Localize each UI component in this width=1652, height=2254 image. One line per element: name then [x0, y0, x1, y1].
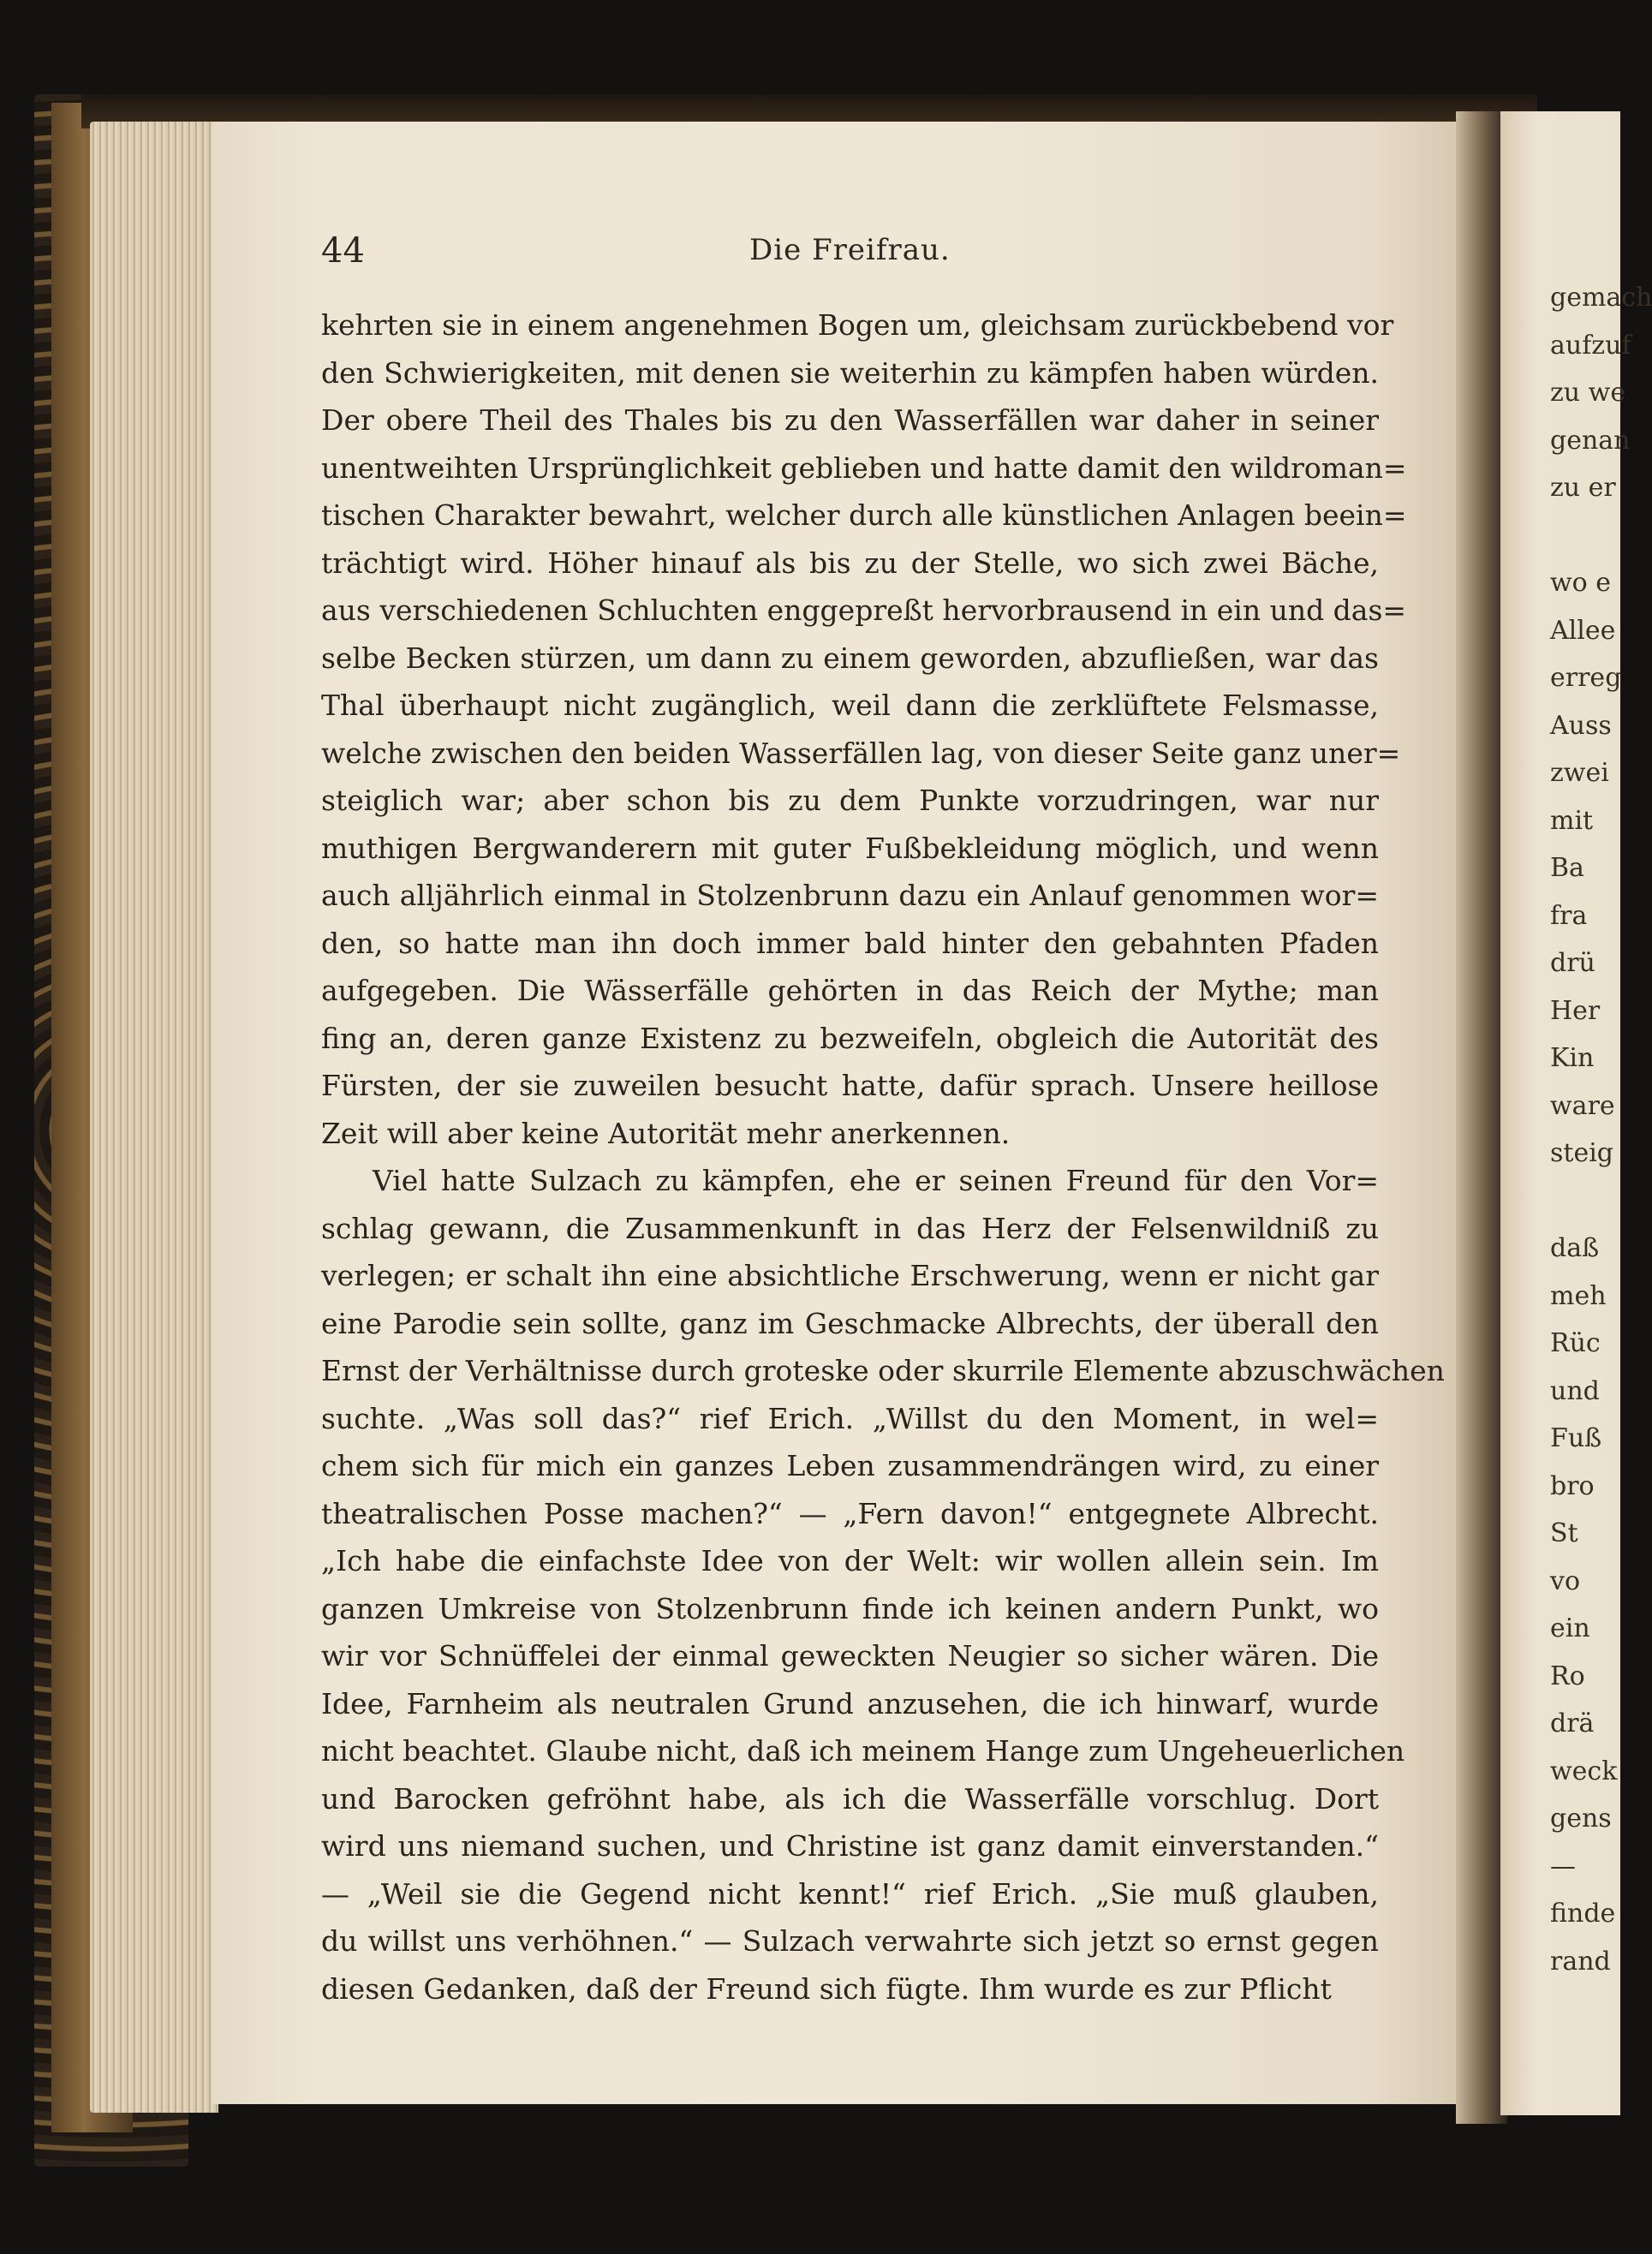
facing-text-fragment: wo e [1550, 568, 1612, 598]
text-line: Idee, Farnheim als neutralen Grund anzusehen, die ich hinwarf, wurde [321, 1686, 1379, 1720]
facing-text-fragment: mit [1550, 805, 1594, 836]
facing-text-fragment: St [1550, 1518, 1578, 1548]
text-line: Thal überhaupt nicht zugänglich, weil dann die zerklüftete Felsmasse, [321, 689, 1379, 722]
facing-text-fragment: ein [1550, 1613, 1590, 1643]
text-line: trächtigt wird. Höher hinauf als bis zu der Stelle, wo sich zwei Bäche, [321, 546, 1379, 580]
text-line: fing an, deren ganze Existenz zu bezweifeln, obgleich die Autorität des [321, 1021, 1379, 1055]
text-line: wir vor Schnüffelei der einmal geweckten Neugier so sicher wären. Die [321, 1639, 1379, 1673]
text-line: aus verschiedenen Schluchten enggepreßt hervorbrausend in ein und das= [321, 593, 1407, 627]
facing-text-fragment: Rüc [1550, 1328, 1601, 1358]
page-number: 44 [321, 231, 365, 271]
text-line: theatralischen Posse machen?“ — „Fern davon!“ entgegnete Albrecht. [321, 1496, 1379, 1530]
facing-text-fragment: meh [1550, 1280, 1607, 1311]
facing-text-fragment: aufzuf [1550, 330, 1631, 361]
text-line: suchte. „Was soll das?“ rief Erich. „Willst du den Moment, in wel= [321, 1401, 1379, 1435]
text-line: ganzen Umkreise von Stolzenbrunn finde ich keinen andern Punkt, wo [321, 1591, 1379, 1625]
text-line: „Ich habe die einfachste Idee von der Welt: wir wollen allein sein. Im [321, 1544, 1379, 1577]
text-line: schlag gewann, die Zusammenkunft in das Herz der Felsenwildniß zu [321, 1211, 1379, 1245]
facing-text-fragment: finde [1550, 1899, 1616, 1929]
facing-text-fragment: fra [1550, 900, 1588, 931]
text-line: nicht beachtet. Glaube nicht, daß ich meinem Hange zum Ungeheuerlichen [321, 1734, 1405, 1768]
text-line: Zeit will aber keine Autorität mehr anerkennen. [321, 1116, 1011, 1150]
facing-text-fragment: und [1550, 1375, 1600, 1406]
facing-text-fragment: vo [1550, 1565, 1581, 1596]
facing-text-fragment: zu er [1550, 473, 1616, 503]
text-line: wird uns niemand suchen, und Christine ist ganz damit einverstanden.“ [321, 1829, 1379, 1863]
facing-text-fragment: drä [1550, 1708, 1595, 1738]
facing-text-fragment: daß [1550, 1233, 1600, 1263]
facing-text-fragment: Kin [1550, 1043, 1595, 1073]
facing-text-fragment: gens [1550, 1804, 1612, 1834]
text-line: Viel hatte Sulzach zu kämpfen, ehe er seinen Freund für den Vor= [373, 1164, 1379, 1197]
text-line: tischen Charakter bewahrt, welcher durch alle künstlichen Anlagen beein= [321, 498, 1407, 532]
facing-text-fragment: weck [1550, 1756, 1618, 1786]
facing-text-fragment: gemach [1550, 283, 1652, 313]
page-block-edges [90, 122, 218, 2113]
text-line: du willst uns verhöhnen.“ — Sulzach verwahrte sich jetzt so ernst gegen [321, 1924, 1379, 1958]
facing-text-fragment: Allee [1550, 615, 1616, 646]
facing-text-fragment: genan [1550, 425, 1631, 456]
text-line: verlegen; er schalt ihn eine absichtliche Erschwerung, wenn er nicht gar [321, 1259, 1379, 1292]
body-text [321, 301, 1445, 2012]
text-line: diesen Gedanken, daß der Freund sich fügte. Ihm wurde es zur Pflicht [321, 1971, 1332, 2006]
facing-text-fragment: zwei [1550, 758, 1609, 788]
text-line: eine Parodie sein sollte, ganz im Geschmacke Albrechts, der überall den [321, 1306, 1379, 1340]
facing-text-fragment: Her [1550, 995, 1601, 1026]
text-line: unentweihten Ursprünglichkeit geblieben und hatte damit den wildroman= [321, 450, 1407, 485]
facing-text-fragment: bro [1550, 1470, 1595, 1501]
facing-text-fragment: ware [1550, 1090, 1615, 1121]
text-line: und Barocken gefröhnt habe, als ich die Wasserfälle vorschlug. Dort [321, 1781, 1379, 1816]
running-title: Die Freifrau. [749, 233, 951, 267]
facing-text-fragment: Fuß [1550, 1423, 1602, 1453]
text-line: chem sich für mich ein ganzes Leben zusammendrängen wird, zu einer [321, 1449, 1379, 1482]
facing-text-fragment: Auss [1550, 710, 1612, 741]
facing-text-fragment: Ro [1550, 1661, 1585, 1691]
facing-text-fragment: Ba [1550, 853, 1584, 883]
facing-text-fragment: erreg [1550, 663, 1622, 693]
text-line: steiglich war; aber schon bis zu dem Punkte vorzudringen, war nur [321, 784, 1379, 817]
text-line: kehrten sie in einem angenehmen Bogen um, gleichsam zurückbebend vor [321, 308, 1394, 342]
text-line: welche zwischen den beiden Wasserfällen lag, von dieser Seite ganz uner= [321, 736, 1401, 770]
text-line: den Schwierigkeiten, mit denen sie weiterhin zu kämpfen haben würden. [321, 355, 1379, 390]
text-line: aufgegeben. Die Wässerfälle gehörten in das Reich der Mythe; man [321, 974, 1379, 1007]
text-line: muthigen Bergwanderern mit guter Fußbekleidung möglich, und wenn [321, 831, 1379, 865]
facing-text-fragment: zu we [1550, 378, 1626, 408]
text-line: Fürsten, der sie zuweilen besucht hatte, dafür sprach. Unsere heillose [321, 1069, 1379, 1102]
text-line: Der obere Theil des Thales bis zu den Wasserfällen war daher in seiner [321, 403, 1379, 437]
facing-text-fragment: — [1550, 1851, 1576, 1881]
facing-text-fragment: steig [1550, 1138, 1614, 1168]
text-line: den, so hatte man ihn doch immer bald hinter den gebahnten Pfaden [321, 926, 1379, 960]
text-line: auch alljährlich einmal in Stolzenbrunn dazu ein Anlauf genommen wor= [321, 879, 1379, 912]
facing-text-fragment: drü [1550, 948, 1595, 978]
text-line: selbe Becken stürzen, um dann zu einem geworden, abzufließen, war das [321, 641, 1379, 675]
text-line: Ernst der Verhältnisse durch groteske oder skurrile Elemente abzuschwächen [321, 1354, 1445, 1387]
book-gutter [1456, 111, 1507, 2124]
facing-text-fragment: rand [1550, 1946, 1611, 1977]
text-line: — „Weil sie die Gegend nicht kennt!“ rief Erich. „Sie muß glauben, [321, 1876, 1379, 1911]
page-header [321, 231, 1379, 283]
